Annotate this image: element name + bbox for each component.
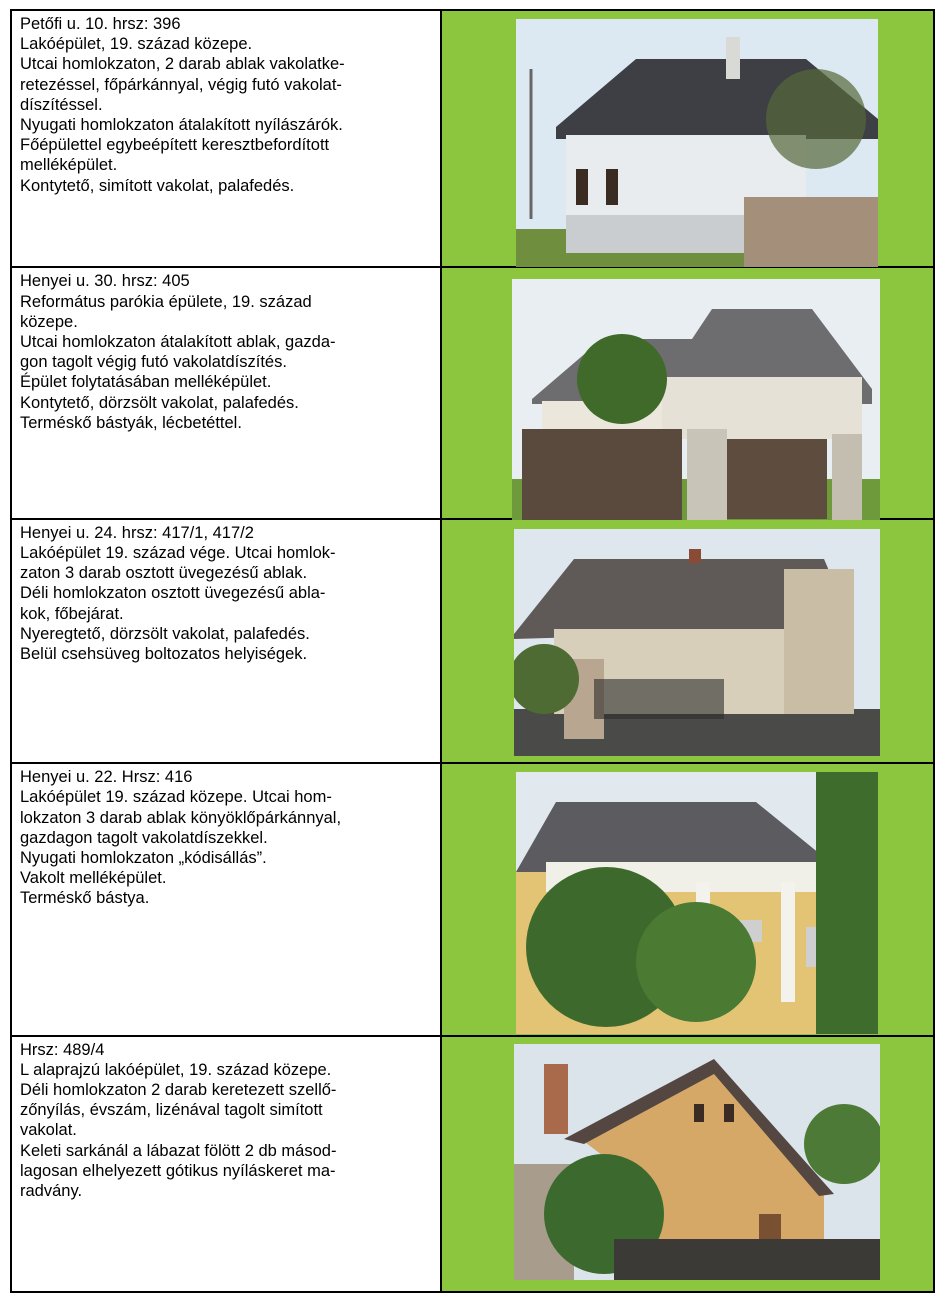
entry-line: díszítéssel.: [20, 95, 103, 114]
entry-line: Keleti sarkánál a lábazat fölött 2 db másod-: [20, 1141, 337, 1160]
table-row: [11, 763, 934, 1035]
monument-table: [10, 9, 935, 1293]
photo-cell: [441, 1036, 934, 1292]
entry-description: [11, 519, 441, 763]
building-photo: [514, 1044, 880, 1280]
building-photo: [516, 772, 878, 1034]
entry-line: gon tagolt végig futó vakolatdíszítés.: [20, 353, 287, 372]
entry-description: [11, 10, 441, 267]
entry-line: lokzaton 3 darab ablak könyöklőpárkánnyal,: [20, 808, 342, 827]
entry-line: Református parókia épülete, 19. század: [20, 292, 312, 311]
entry-line: Lakóépület, 19. század közepe.: [20, 35, 253, 54]
entry-line: Utcai homlokzaton, 2 darab ablak vakolatke-: [20, 55, 345, 74]
entry-line: Vakolt melléképület.: [20, 869, 167, 888]
entry-line: retezéssel, főpárkánnyal, végig futó vakolat-: [20, 75, 342, 94]
entry-line: radvány.: [20, 1182, 83, 1200]
entry-line: lagosan elhelyezett gótikus nyíláskeret ma-: [20, 1161, 336, 1180]
entry-line: gazdagon tagolt vakolatdíszekkel.: [20, 828, 268, 847]
entry-line: melléképület.: [20, 156, 118, 175]
entry-line: Kontytető, dörzsölt vakolat, palafedés.: [20, 393, 299, 412]
table-row: [11, 1036, 934, 1292]
table-row: [11, 519, 934, 763]
photo-cell: [441, 10, 934, 267]
entry-line: Épület folytatásában melléképület.: [20, 373, 272, 392]
building-photo: [512, 279, 880, 522]
entry-title: Hrsz: 489/4: [20, 1040, 105, 1059]
table-row: [11, 267, 934, 518]
entry-line: zaton 3 darab osztott üvegezésű ablak.: [20, 564, 308, 583]
entry-line: Kontytető, simított vakolat, palafedés.: [20, 176, 295, 195]
entry-line: Nyugati homlokzaton átalakított nyílászárók.: [20, 116, 343, 135]
table-row: [11, 10, 934, 267]
photo-cell: [441, 519, 934, 763]
entry-description: [11, 763, 441, 1035]
entry-description: [11, 267, 441, 518]
building-photo: [514, 529, 880, 756]
building-photo: [516, 19, 878, 267]
entry-line: Főépülettel egybeépített keresztbefordított: [20, 136, 330, 155]
entry-title: Henyei u. 24. hrsz: 417/1, 417/2: [20, 523, 254, 542]
entry-line: Terméskő bástya.: [20, 889, 150, 908]
entry-line: Nyeregtető, dörzsölt vakolat, palafedés.: [20, 624, 310, 643]
entry-line: Belül csehsüveg boltozatos helyiségek.: [20, 645, 308, 663]
entry-line: vakolat.: [20, 1121, 77, 1140]
entry-description: [11, 1036, 441, 1292]
entry-line: Lakóépület 19. század közepe. Utcai hom-: [20, 788, 332, 807]
entry-line: közepe.: [20, 312, 78, 331]
entry-line: Déli homlokzaton 2 darab keretezett szellő-: [20, 1080, 337, 1099]
entry-line: L alaprajzú lakóépület, 19. század közepe.: [20, 1060, 332, 1079]
entry-line: zőnyílás, évszám, lizénával tagolt simított: [20, 1101, 323, 1120]
entry-title: Petőfi u. 10. hrsz: 396: [20, 15, 181, 33]
entry-line: Nyugati homlokzaton „kódisállás”.: [20, 848, 267, 867]
entry-title: Henyei u. 30. hrsz: 405: [20, 272, 190, 291]
entry-line: Déli homlokzaton osztott üvegezésű abla-: [20, 584, 326, 603]
entry-line: Lakóépület 19. század vége. Utcai homlok-: [20, 543, 336, 562]
entry-title: Henyei u. 22. Hrsz: 416: [20, 768, 193, 787]
entry-line: Utcai homlokzaton átalakított ablak, gazda-: [20, 333, 336, 351]
photo-cell: [441, 267, 934, 518]
entry-line: kok, főbejárat.: [20, 604, 124, 623]
entry-line: Terméskő bástyák, lécbetéttel.: [20, 413, 242, 432]
photo-cell: [441, 763, 934, 1035]
